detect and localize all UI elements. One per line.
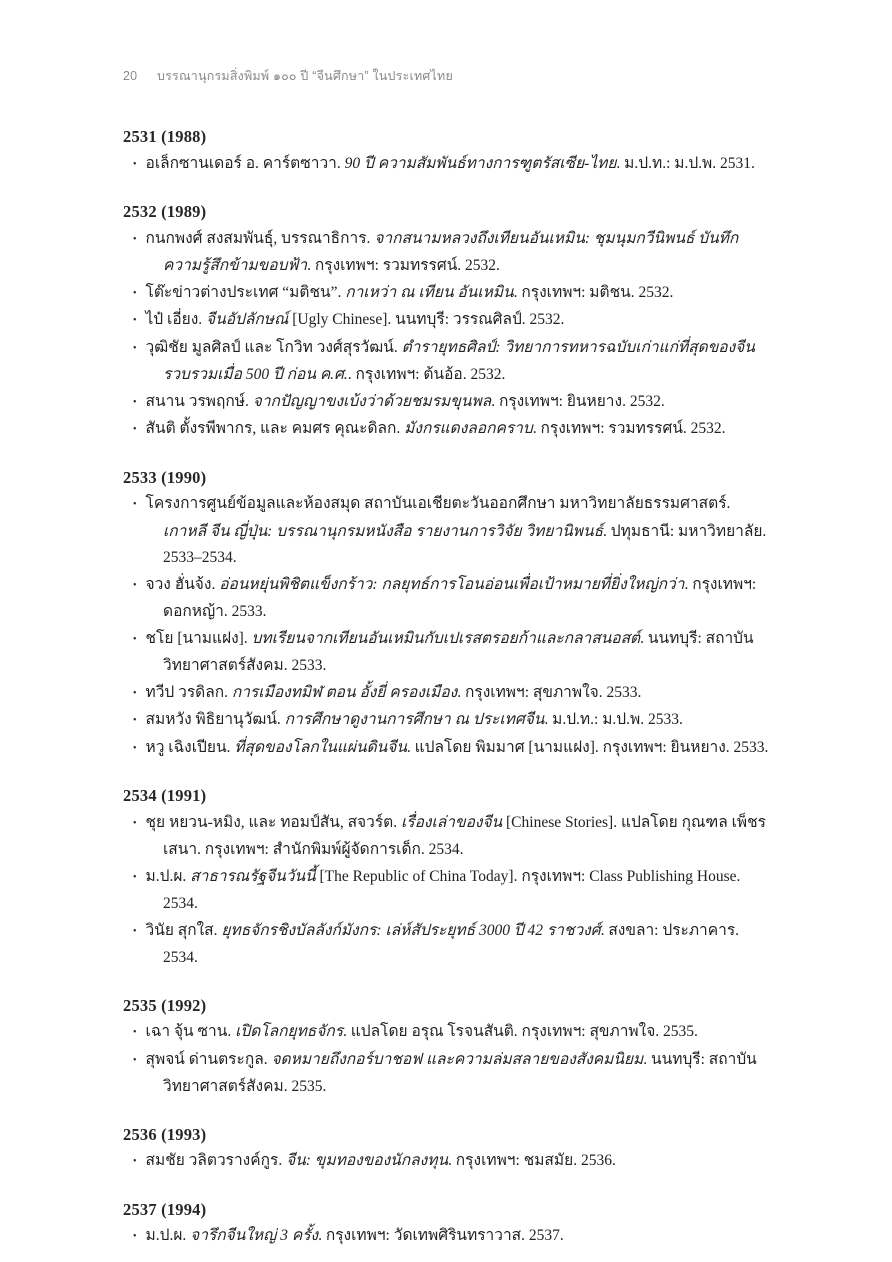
entry-text-segment: [Chinese Stories]. แปลโดย กุณฑล เพ็ชรเสนา. กรุงเทพฯ: สำนักพิมพ์ผู้จัดการเด็ก. 2534.: [163, 813, 766, 858]
year-heading: [123, 993, 772, 1020]
bullet-icon: •: [133, 1156, 137, 1167]
year-be: 2534: [123, 786, 162, 805]
bullet-icon: •: [133, 579, 137, 591]
entry-title-segment: เรื่องเล่าของจีน: [400, 813, 503, 831]
year-en: (1990): [161, 467, 207, 487]
entry-text-segment: [Ugly Chinese]. นนทบุรี: วรรณศิลป์. 2532.: [288, 311, 565, 328]
bullet-icon: •: [133, 287, 137, 299]
year-be: 2535: [123, 995, 162, 1015]
entry-text-segment: ม.ป.ผ.: [145, 867, 191, 885]
bullet-icon: •: [133, 499, 137, 510]
entry-title-segment: การเมืองทมิฬ ตอน อั้งยี่ ครองเมือง: [231, 683, 458, 701]
bibliography-entry: [123, 491, 772, 572]
entry-text-segment: . ปทุมธานี: มหาวิทยาลัย. 2533–2534.: [163, 522, 767, 566]
bullet-icon: •: [133, 1054, 137, 1066]
entry-text-segment: สมชัย วลิตวรางค์กูร.: [145, 1152, 287, 1169]
entry-text-segment: สมหวัง พิธิยานุวัฒน์.: [145, 711, 285, 728]
page-number: 20: [123, 69, 138, 83]
entry-text-segment: . ม.ป.ท.: ม.ป.พ. 2533.: [544, 711, 683, 728]
year-heading: [123, 1122, 772, 1149]
year-en: (1991): [161, 786, 207, 805]
entry-title-segment: เกาหลี จีน ญี่ปุ่น: บรรณานุกรมหนังสือ รายงานการวิจัย วิทยานิพนธ์: [163, 522, 604, 540]
year-section-2532: [123, 199, 772, 444]
bibliography-entry: [123, 1148, 772, 1176]
entry-text-segment: . กรุงเทพฯ: วัดเทพศิรินทราวาส. 2537.: [318, 1227, 564, 1244]
bullet-icon: •: [133, 233, 137, 245]
bullet-icon: •: [133, 742, 137, 754]
bibliography-entry: [123, 626, 772, 680]
bullet-icon: •: [133, 687, 137, 699]
entry-text-segment: โต๊ะข่าวต่างประเทศ “มติชน”.: [145, 283, 346, 301]
entry-title-segment: จดหมายถึงกอร์บาชอฟ และความล่มสลายของสังคมนิยม: [271, 1050, 644, 1068]
bullet-icon: •: [133, 396, 137, 408]
year-heading: [123, 124, 772, 151]
entry-title-segment: กาเหว่า ณ เทียน อันเหมิน: [345, 283, 514, 301]
entry-text-segment: กนกพงศ์ สงสมพันธุ์, บรรณาธิการ.: [145, 229, 375, 247]
year-section-2536: [123, 1122, 772, 1176]
entry-title-segment: ยุทธจักรชิงบัลลังก์มังกร: เล่ห์สัประยุทธ์ 3000 ปี 42 ราชวงศ์: [221, 921, 601, 939]
entry-title-segment: จากสนามหลวงถึงเทียนอันเหมิน: ชุมนุมกวีนิพนธ์ บันทึกความรู้สึกข้ามขอบฟ้า: [163, 229, 739, 274]
bullet-icon: •: [133, 925, 137, 937]
bibliography-entry: [123, 151, 772, 179]
running-header: [123, 66, 772, 86]
entry-text-segment: . กรุงเทพฯ: สุขภาพใจ. 2533.: [457, 683, 642, 701]
entry-text-segment: สนาน วรพฤกษ์.: [145, 392, 253, 410]
bibliography-entry: [123, 735, 772, 763]
bullet-icon: •: [133, 1231, 137, 1242]
year-en: (1993): [161, 1124, 207, 1144]
year-en: (1988): [161, 127, 207, 146]
bibliography-entry: [123, 572, 772, 626]
entry-text-segment: . ม.ป.ท.: ม.ป.พ. 2531.: [616, 154, 755, 172]
year-be: 2537: [123, 1199, 162, 1219]
bibliography-entry: [123, 1223, 772, 1251]
entry-text-segment: . กรุงเทพฯ: ชมสมัย. 2536.: [448, 1152, 616, 1169]
entry-text-segment: . กรุงเทพฯ: ต้นอ้อ. 2532.: [347, 366, 506, 383]
entry-text-segment: สุพจน์ ด่านตระกูล.: [145, 1050, 272, 1068]
entry-text-segment: [The Republic of China Today]. กรุงเทพฯ: Class Publishing House. 2534.: [163, 867, 741, 912]
entry-text-segment: . สงขลา: ประภาคาร. 2534.: [163, 921, 740, 966]
year-section-2533: [123, 465, 772, 763]
bibliography-entry: [123, 918, 772, 972]
entry-text-segment: ชโย [นามแฝง].: [145, 629, 252, 647]
entry-text-segment: ม.ป.ผ.: [145, 1227, 191, 1244]
bullet-icon: •: [133, 424, 137, 435]
entry-title-segment: สาธารณรัฐจีนวันนี้: [190, 867, 316, 885]
entry-title-segment: การศึกษาดูงานการศึกษา ณ ประเทศจีน: [284, 711, 545, 728]
bibliography-entry: [123, 707, 772, 735]
entry-text-segment: ชุย หยวน-หมิง, และ ทอมป์สัน, สจวร์ต.: [145, 813, 401, 831]
year-en: (1992): [161, 995, 207, 1015]
entry-title-segment: จีน: ขุมทองของนักลงทุน: [286, 1152, 449, 1169]
entry-title-segment: จารึกจีนใหญ่ 3 ครั้ง: [190, 1227, 319, 1244]
bibliography-entry: [123, 280, 772, 308]
entry-title-segment: 90 ปี ความสัมพันธ์ทางการฑูตรัสเซีย-ไทย: [344, 154, 617, 172]
entry-title-segment: เปิดโลกยุทธจักร: [235, 1023, 344, 1040]
year-be: 2533: [123, 467, 162, 487]
entry-text-segment: . แปลโดย พิมมาศ [นามแฝง]. กรุงเทพฯ: ยินหยาง. 2533.: [406, 738, 769, 756]
year-section-2537: [123, 1197, 772, 1251]
bibliography-entry: [123, 335, 772, 389]
bullet-icon: •: [133, 342, 137, 354]
bullet-icon: •: [133, 633, 137, 645]
entry-text-segment: . กรุงเทพฯ: ยินหยาง. 2532.: [491, 392, 665, 410]
bibliography-entry: [123, 1047, 772, 1101]
entry-title-segment: ที่สุดของโลกในแผ่นดินจีน: [234, 738, 407, 756]
entry-text-segment: วินัย สุกใส.: [145, 921, 222, 939]
year-section-2534: [123, 783, 772, 972]
entry-text-segment: . กรุงเทพฯ: รวมทรรศน์. 2532.: [532, 420, 726, 437]
entry-text-segment: ไป๋ เอี่ยง.: [145, 311, 207, 328]
year-be: 2531: [123, 127, 162, 146]
entry-text-segment: . กรุงเทพฯ: รวมทรรศน์. 2532.: [307, 257, 500, 274]
bibliography-entry: [123, 416, 772, 444]
entry-title-segment: อ่อนหยุ่นพิชิตแข็งกร้าว: กลยุทธ์การโอนอ่อนเพื่อเป้าหมายที่ยิ่งใหญ่กว่า: [219, 575, 685, 593]
entry-title-segment: จากปัญญาขงเบ้งว่าด้วยชมรมขุนพล: [252, 392, 492, 410]
bibliography-entry: [123, 810, 772, 864]
entry-text-segment: . กรุงเทพฯ: ดอกหญ้า. 2533.: [163, 575, 757, 620]
entry-text-segment: . นนทบุรี: สถาบันวิทยาศาสตร์สังคม. 2535.: [163, 1050, 757, 1095]
running-title: บรรณานุกรมสิ่งพิมพ์ ๑๐๐ ปี “จีนศึกษา” ในประเทศไทย: [157, 69, 453, 83]
bibliography-entry: [123, 226, 772, 280]
bullet-icon: •: [133, 1027, 137, 1038]
entry-text-segment: สันติ ตั้งรพีพากร, และ คมศร คุณะดิลก.: [145, 420, 405, 437]
entry-text-segment: วุฒิชัย มูลศิลป์ และ โกวิท วงศ์สุรวัฒน์.: [145, 338, 402, 356]
bullet-icon: •: [133, 315, 137, 326]
entry-title-segment: มังกรแดงลอกคราบ: [404, 420, 533, 437]
entry-text-segment: . นนทบุรี: สถาบันวิทยาศาสตร์สังคม. 2533.: [163, 629, 754, 674]
entry-text-segment: หวู เฉิงเปียน.: [145, 738, 235, 756]
year-section-2531: [123, 124, 772, 178]
year-be: 2532: [123, 202, 162, 221]
entry-text-segment: ทวีป วรดิลก.: [145, 683, 232, 701]
bullet-icon: •: [133, 715, 137, 726]
year-heading: [123, 1197, 772, 1224]
year-heading: [123, 783, 772, 810]
entry-title-segment: บทเรียนจากเทียนอันเหมินกับเปเรสตรอยก้าและกลาสนอสต์: [251, 629, 641, 647]
bibliography-entry: [123, 1019, 772, 1047]
bibliography-list: [123, 124, 772, 1251]
year-section-2535: [123, 993, 772, 1101]
year-be: 2536: [123, 1124, 162, 1144]
entry-text-segment: โครงการศูนย์ข้อมูลและห้องสมุด สถาบันเอเชียตะวันออกศึกษา มหาวิทยาลัยธรรมศาสตร์.: [145, 495, 731, 512]
bullet-icon: •: [133, 817, 137, 829]
bibliography-entry: [123, 864, 772, 918]
year-en: (1989): [161, 202, 207, 221]
entry-title-segment: จีนอัปลักษณ์: [206, 311, 289, 328]
entry-title-segment: ตำรายุทธศิลป์: วิทยาการทหารฉบับเก่าแก่ที่สุดของจีนรวบรวมเมื่อ 500 ปี ก่อน ค.ศ.: [163, 338, 755, 383]
year-heading: [123, 199, 772, 226]
bullet-icon: •: [133, 158, 137, 170]
entry-text-segment: . กรุงเทพฯ: มติชน. 2532.: [513, 283, 674, 301]
entry-text-segment: . แปลโดย อรุณ โรจนสันติ. กรุงเทพฯ: สุขภาพใจ. 2535.: [343, 1023, 698, 1040]
year-en: (1994): [161, 1199, 207, 1219]
bibliography-entry: [123, 389, 772, 417]
year-heading: [123, 465, 772, 492]
bibliography-entry: [123, 680, 772, 708]
bullet-icon: •: [133, 871, 137, 883]
bibliography-entry: [123, 307, 772, 335]
entry-text-segment: เฉา จุ้น ซาน.: [145, 1023, 236, 1040]
entry-text-segment: อเล็กซานเดอร์ อ. คาร์ตซาวา.: [145, 154, 345, 172]
entry-text-segment: จวง ฮั่นจ้ง.: [145, 575, 220, 593]
